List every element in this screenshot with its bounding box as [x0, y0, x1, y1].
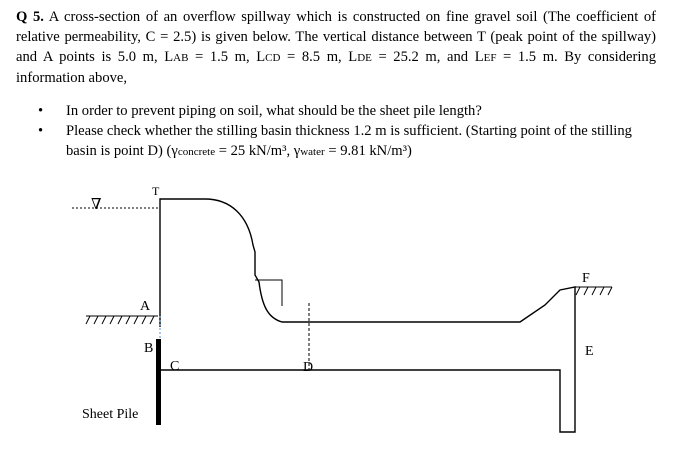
- gamma-concrete-sub: concrete: [177, 146, 216, 158]
- bullet-text-2a: Please check whether the stilling basin thickness 1.2 m is sufficient. (Starting point of the stilling basin is point D) (γ: [66, 123, 632, 159]
- label-B: B: [144, 341, 154, 356]
- gamma-water-sub: water: [300, 146, 325, 158]
- downstream-hatch: [576, 287, 612, 295]
- question-number: Q 5.: [16, 9, 44, 25]
- label-lcd: CD: [265, 52, 281, 64]
- spillway-outline: [160, 199, 575, 432]
- water-level-icon: ∇: [91, 197, 102, 213]
- label-sheet-pile: Sheet Pile: [82, 407, 139, 422]
- bullet-dot-icon: •: [38, 123, 44, 139]
- question-part2: = 8.5 m, L: [280, 49, 358, 65]
- label-A: A: [140, 299, 151, 314]
- label-lde: DE: [357, 52, 372, 64]
- label-E: E: [585, 344, 594, 359]
- label-T: T: [152, 184, 160, 198]
- bullet-text-1: In order to prevent piping on soil, what should be the sheet pile length?: [66, 103, 482, 119]
- label-lab: AB: [173, 52, 189, 64]
- bullet-text-2b: = 25 kN/m³, γ: [215, 143, 301, 159]
- bullet-text-2c: = 9.81 kN/m³): [324, 143, 412, 159]
- label-lef: EF: [483, 52, 497, 64]
- label-F: F: [582, 271, 590, 286]
- question-part3: = 25.2 m, and L: [371, 49, 484, 65]
- label-D: D: [303, 360, 314, 375]
- question-body: A cross-section of an overflow spillway which is constructed on fine gravel soil (The coefficient of relative permeability, C = 2.5) is given below. The vertical distance between T (peak point of the spillway) and A points is 5.0 m, L: [16, 9, 657, 65]
- upstream-hatch: [86, 316, 154, 324]
- label-C: C: [170, 359, 180, 374]
- question-part1: = 1.5 m, L: [188, 49, 266, 65]
- question-part4: = 1.5 m. By considering information above,: [16, 49, 657, 86]
- sheet-pile: [156, 339, 161, 425]
- bullet-dot-icon: •: [38, 103, 44, 119]
